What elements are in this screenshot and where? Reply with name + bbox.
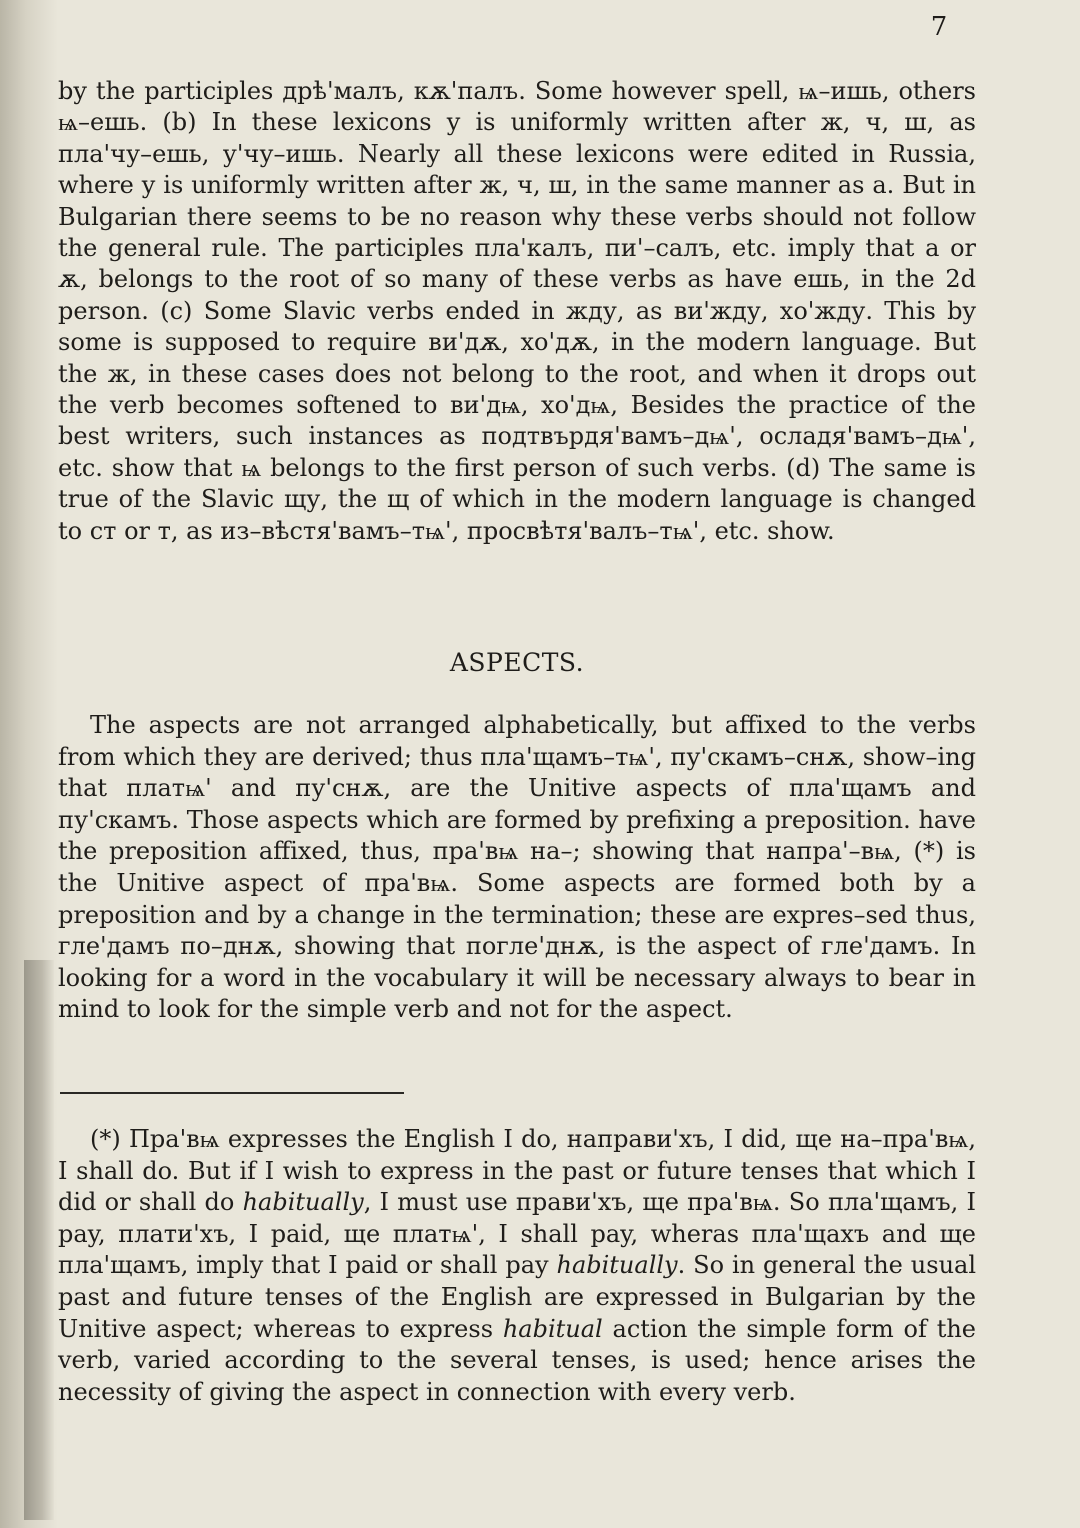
footnote-divider bbox=[60, 1092, 404, 1094]
footnote-emphasis-2: habitually bbox=[556, 1251, 678, 1280]
section-heading: ASPECTS. bbox=[449, 648, 585, 677]
footnote-text-2: , I must use прави'хъ, ще пра'вѩ. So пла'щамъ, I pay, плати'хъ, I paid, ще платѩ', I shall pay, wheras пла'щахъ and ще пла'щамъ, imply that I paid or shall pay bbox=[58, 1188, 976, 1280]
binding-edge bbox=[24, 960, 54, 1520]
aspects-text-block bbox=[58, 710, 976, 1026]
intro-paragraph: by the participles дрѣ'малъ, кѫ'палъ. Some however spell, ѩ–ишь, others ѩ–ешь. (b) In these lexicons y is uniformly written after ж, ч, ш, as пла'чу–ешь, у'чу–ишь. Nearly all these lexicons were edited in Russia, where y is uniformly written after ж, ч, ш, in the same manner as a. But in Bulgarian there seems to be no reason why these verbs should not follow the general rule. The participles пла'калъ, пи'–салъ, etc. imply that a or ѫ, belongs to the root of so many of these verbs as have ешь, in the 2d person. (c) Some Slavic verbs ended in жду, as ви'жду, хо'жду. This by some is supposed to require ви'дѫ, хо'дѫ, in the modern language. But the ж, in these cases does not belong to the root, and when it drops out the verb becomes softened to ви'дѩ, хо'дѩ, Besides the practice of the best writers, such instances as подтвърдя'вамъ–дѩ', осладя'вамъ–дѩ', etc. show that ѩ belongs to the first person of such verbs. (d) The same is true of the Slavic щу, the щ of which in the modern language is changed to ст or т, as из–вѣстя'вамъ–тѩ', просвѣтя'валъ–тѩ', etc. show. bbox=[58, 77, 976, 545]
intro-text-block bbox=[58, 76, 976, 547]
footnote-emphasis-3: habitual bbox=[502, 1314, 603, 1343]
page-number: 7 bbox=[930, 12, 948, 42]
footnote-paragraph bbox=[58, 1124, 976, 1408]
footnote-text-1: (*) Пра'вѩ expresses the English I do, направи'хъ, I did, ще на–пра'вѩ, I shall do. But if I wish to express in the past or future tenses that which I did or shall do bbox=[58, 1125, 976, 1217]
footnote-block bbox=[58, 1124, 976, 1408]
aspects-paragraph: The aspects are not arranged alphabetically, but affixed to the verbs from which they are derived; thus пла'щамъ–тѩ', пу'скамъ–снѫ, show–ing that платѩ' and пу'снѫ, are the Unitive aspects of пла'щамъ and пу'скамъ. Those aspects which are formed by prefixing a preposition. have the preposition affixed, thus, пра'вѩ на–; showing that напра'–вѩ, (*) is the Unitive aspect of пра'вѩ. Some aspects are formed both by a preposition and by a change in the termination; these are expres–sed thus, гле'дамъ по–днѫ, showing that погле'днѫ, is the aspect of гле'дамъ. In looking for a word in the vocabulary it will be necessary always to bear in mind to look for the simple verb and not for the aspect. bbox=[58, 711, 976, 1024]
footnote-text-3: . So in general the usual past and future tenses of the English are expressed in Bulgarian by the Unitive aspect; whereas to express bbox=[58, 1251, 977, 1343]
footnote-text-4: action the simple form of the verb, varied according to the several tenses, is used; hence arises the necessity of giving the aspect in connection with every verb. bbox=[58, 1314, 976, 1406]
footnote-emphasis-1: habitually bbox=[242, 1188, 364, 1217]
